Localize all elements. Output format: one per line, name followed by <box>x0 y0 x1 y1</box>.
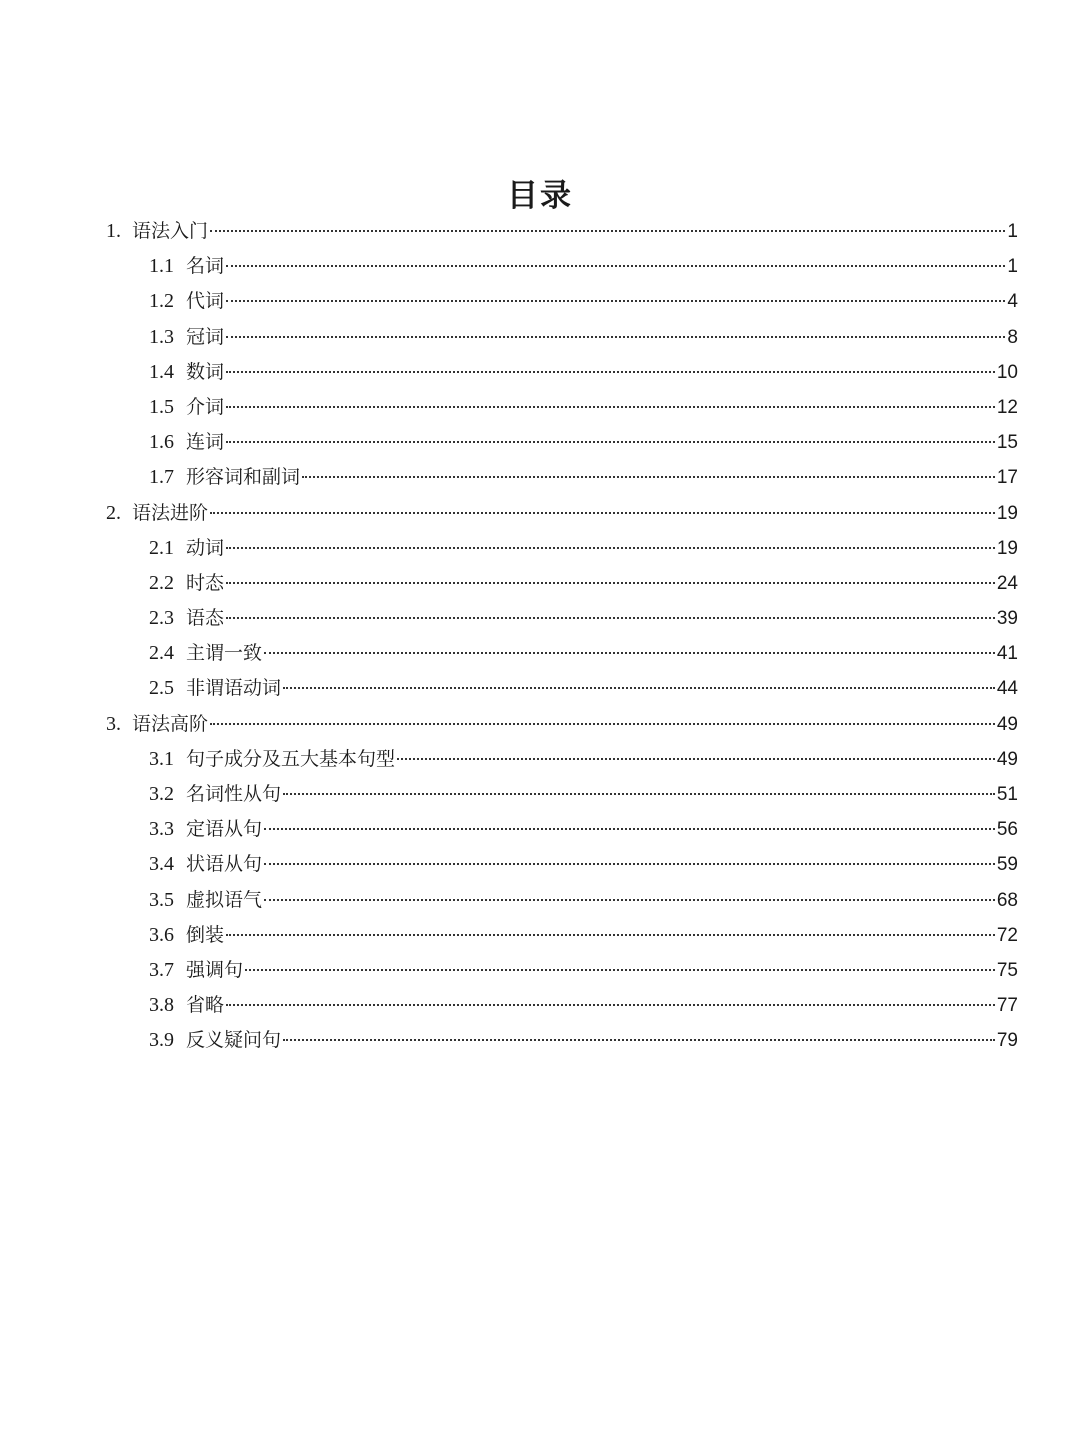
toc-entry-label: 冠词 <box>186 325 225 348</box>
toc-entry-page-number: 10 <box>996 361 1018 383</box>
toc-dot-leader <box>226 934 995 936</box>
toc-entry-number: 3.4 <box>149 853 174 876</box>
toc-section-entry[interactable] <box>106 425 1018 460</box>
toc-dot-leader <box>264 863 995 865</box>
toc-entry-page-number: 39 <box>996 608 1018 630</box>
toc-entry-label: 倒装 <box>186 923 225 946</box>
toc-entry-page-number: 59 <box>996 854 1018 876</box>
toc-entry-label: 动词 <box>186 536 225 559</box>
toc-section-entry[interactable] <box>106 636 1018 671</box>
toc-dot-leader <box>283 1039 995 1041</box>
toc-entry-label: 非谓语动词 <box>186 677 282 700</box>
toc-section-entry[interactable] <box>106 671 1018 706</box>
toc-section-entry[interactable] <box>106 249 1018 284</box>
toc-entry-number: 3.6 <box>149 923 174 946</box>
toc-entry-number: 3.8 <box>149 994 174 1017</box>
toc-entry-number: 1.5 <box>149 395 174 418</box>
toc-entry-number: 1.2 <box>149 290 174 313</box>
toc-entry-page-number: 41 <box>996 643 1018 665</box>
toc-entry-label: 语法入门 <box>132 220 209 242</box>
toc-section-entry[interactable] <box>106 320 1018 355</box>
toc-section-entry[interactable] <box>106 742 1018 777</box>
toc-section-entry[interactable] <box>106 847 1018 882</box>
toc-chapter-entry[interactable] <box>106 214 1018 249</box>
toc-section-entry[interactable] <box>106 812 1018 847</box>
toc-dot-leader <box>226 371 995 373</box>
toc-dot-leader <box>226 547 995 549</box>
toc-entry-label: 介词 <box>186 395 225 418</box>
toc-entry-number: 3.5 <box>149 888 174 911</box>
toc-dot-leader <box>226 617 995 619</box>
toc-entry-label: 省略 <box>186 994 225 1017</box>
toc-dot-leader <box>226 406 995 408</box>
toc-entry-page-number: 4 <box>1007 291 1018 313</box>
toc-entry-page-number: 68 <box>996 889 1018 911</box>
toc-section-entry[interactable] <box>106 918 1018 953</box>
toc-entry-label: 时态 <box>186 571 225 594</box>
toc-entry-page-number: 51 <box>996 784 1018 805</box>
toc-entry-page-number: 49 <box>996 748 1018 770</box>
toc-dot-leader <box>397 758 995 760</box>
toc-entry-number: 1.3 <box>149 325 174 348</box>
toc-entry-number: 2.4 <box>149 642 174 665</box>
toc-section-entry[interactable] <box>106 777 1018 812</box>
toc-dot-leader <box>210 230 1005 232</box>
toc-title: 目录 <box>507 178 573 214</box>
toc-entry-label: 虚拟语气 <box>186 888 263 911</box>
toc-entry-page-number: 75 <box>996 959 1018 981</box>
toc-entry-label: 强调句 <box>186 958 244 981</box>
toc-entry-number: 2.2 <box>149 571 174 594</box>
toc-entry-number: 1.4 <box>149 360 174 383</box>
toc-entry-page-number: 19 <box>996 537 1018 559</box>
toc-section-entry[interactable] <box>106 390 1018 425</box>
toc-entry-number: 1.6 <box>149 431 174 454</box>
toc-entry-number: 3.2 <box>149 783 174 805</box>
toc-section-entry[interactable] <box>106 460 1018 495</box>
toc-dot-leader <box>283 687 995 689</box>
toc-entry-number: 2.5 <box>149 677 174 700</box>
toc-entry-label: 语态 <box>186 607 225 630</box>
toc-dot-leader <box>264 652 995 654</box>
toc-section-entry[interactable] <box>106 284 1018 319</box>
toc-entry-page-number: 49 <box>996 713 1018 735</box>
toc-section-entry[interactable] <box>106 566 1018 601</box>
toc-entry-page-number: 19 <box>996 502 1018 524</box>
toc-entry-page-number: 1 <box>1007 221 1018 242</box>
toc-section-entry[interactable] <box>106 601 1018 636</box>
toc-entry-label: 形容词和副词 <box>186 466 301 489</box>
toc-dot-leader <box>264 899 995 901</box>
toc-dot-leader <box>226 1004 995 1006</box>
toc-entry-number: 2.3 <box>149 607 174 630</box>
table-of-contents <box>106 214 1018 1059</box>
toc-entry-page-number: 72 <box>996 924 1018 946</box>
toc-chapter-entry[interactable] <box>106 496 1018 531</box>
toc-entry-label: 代词 <box>186 290 225 313</box>
toc-entry-label: 状语从句 <box>186 853 263 876</box>
toc-dot-leader <box>226 441 995 443</box>
toc-section-entry[interactable] <box>106 531 1018 566</box>
toc-section-entry[interactable] <box>106 355 1018 390</box>
toc-dot-leader <box>302 476 995 478</box>
toc-entry-label: 主谓一致 <box>186 642 263 665</box>
toc-entry-label: 语法高阶 <box>132 712 209 735</box>
toc-dot-leader <box>226 336 1005 338</box>
toc-dot-leader <box>245 969 995 971</box>
toc-entry-number: 1.7 <box>149 466 174 489</box>
toc-dot-leader <box>226 265 1005 267</box>
toc-entry-label: 定语从句 <box>186 818 263 841</box>
toc-entry-label: 句子成分及五大基本句型 <box>186 747 396 770</box>
toc-entry-page-number: 15 <box>996 432 1018 454</box>
toc-entry-number: 3. <box>106 712 121 735</box>
toc-dot-leader <box>210 512 995 514</box>
toc-dot-leader <box>226 300 1005 302</box>
toc-entry-number: 2.1 <box>149 536 174 559</box>
toc-section-entry[interactable] <box>106 988 1018 1023</box>
toc-entry-number: 3.9 <box>149 1029 174 1052</box>
toc-entry-number: 1.1 <box>149 255 174 278</box>
toc-entry-label: 名词 <box>186 255 225 278</box>
toc-dot-leader <box>283 793 995 795</box>
toc-entry-number: 3.1 <box>149 747 174 770</box>
toc-entry-label: 数词 <box>186 360 225 383</box>
toc-entry-page-number: 24 <box>996 572 1018 594</box>
toc-entry-label: 反义疑问句 <box>186 1029 282 1052</box>
toc-section-entry[interactable] <box>106 1023 1018 1058</box>
toc-entry-page-number: 79 <box>996 1030 1018 1052</box>
toc-entry-page-number: 77 <box>996 995 1018 1017</box>
toc-entry-label: 语法进阶 <box>132 501 209 524</box>
toc-entry-label: 连词 <box>186 431 225 454</box>
toc-entry-number: 1. <box>106 220 121 242</box>
toc-entry-number: 2. <box>106 501 121 524</box>
toc-entry-number: 3.3 <box>149 818 174 841</box>
toc-dot-leader <box>264 828 995 830</box>
toc-entry-page-number: 1 <box>1007 256 1018 278</box>
toc-entry-page-number: 44 <box>996 678 1018 700</box>
toc-section-entry[interactable] <box>106 953 1018 988</box>
toc-section-entry[interactable] <box>106 883 1018 918</box>
toc-dot-leader <box>226 582 995 584</box>
toc-entry-label: 名词性从句 <box>186 783 282 805</box>
toc-entry-page-number: 12 <box>996 396 1018 418</box>
toc-entry-page-number: 56 <box>996 819 1018 841</box>
toc-chapter-entry[interactable] <box>106 707 1018 742</box>
toc-entry-page-number: 8 <box>1007 326 1018 348</box>
toc-entry-page-number: 17 <box>996 467 1018 489</box>
toc-dot-leader <box>210 723 995 725</box>
toc-entry-number: 3.7 <box>149 958 174 981</box>
